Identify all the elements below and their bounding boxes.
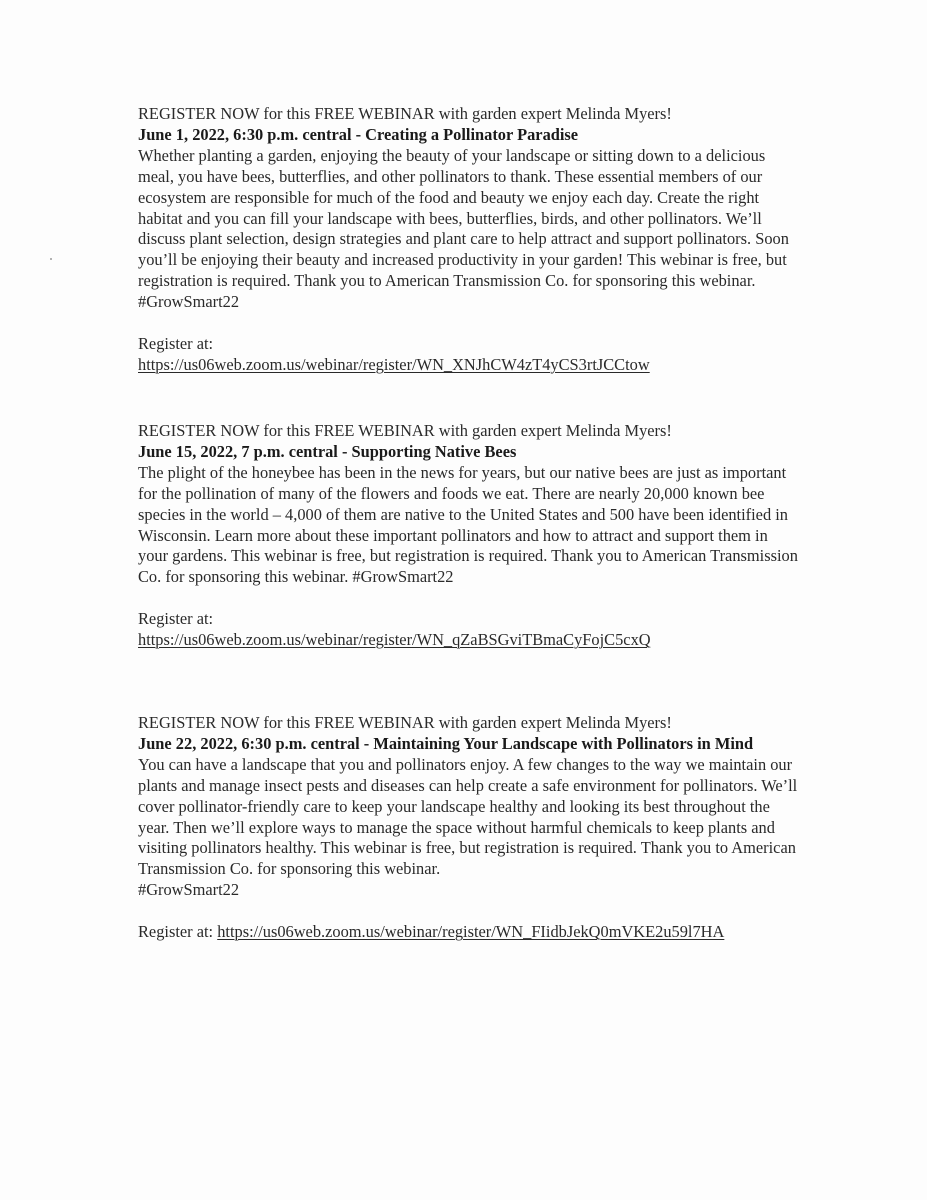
webinar-description: The plight of the honeybee has been in the news for years, but our native bees are just as important for the pollination of many of the flowers and foods we eat. There are nearly 20,000 known bee species in the world – 4,000 of them are native to the United States and 500 have been identified in Wisconsin. Learn more about these important pollinators and how to attract and support them in your gardens. This webinar is free, but registration is required. Thank you to American Transmission Co. for sponsoring this webinar. #GrowSmart22 <box>138 462 798 587</box>
spacer <box>138 588 798 609</box>
register-link[interactable]: https://us06web.zoom.us/webinar/register/WN_XNJhCW4zT4yCS3rtJCCtow <box>138 354 650 374</box>
webinar-announcement-1 <box>138 104 798 376</box>
register-link[interactable]: https://us06web.zoom.us/webinar/register/WN_FIidbJekQ0mVKE2u59l7HA <box>217 922 725 942</box>
register-label: Register at: <box>138 333 214 353</box>
webinar-announcement-2 <box>138 421 798 651</box>
register-label: Register at: <box>138 922 214 942</box>
scan-speck <box>50 258 52 260</box>
webinar-heading: June 15, 2022, 7 p.m. central - Supporting Native Bees <box>138 441 517 461</box>
register-link[interactable]: https://us06web.zoom.us/webinar/register/WN_qZaBSGviTBmaCyFojC5cxQ <box>138 630 651 650</box>
register-line <box>138 922 798 943</box>
webinar-hashtag: #GrowSmart22 <box>138 880 240 900</box>
webinar-heading: June 22, 2022, 6:30 p.m. central - Maintaining Your Landscape with Pollinators in Mind <box>138 733 754 753</box>
webinar-intro: REGISTER NOW for this FREE WEBINAR with garden expert Melinda Myers! <box>138 104 672 123</box>
webinar-intro: REGISTER NOW for this FREE WEBINAR with garden expert Melinda Myers! <box>138 713 672 732</box>
webinar-intro: REGISTER NOW for this FREE WEBINAR with garden expert Melinda Myers! <box>138 421 672 440</box>
webinar-description: Whether planting a garden, enjoying the beauty of your landscape or sitting down to a delicious meal, you have bees, butterflies, and other pollinators to thank. These essential members of our ecosystem are responsible for much of the food and beauty we enjoy each day. Create the right habitat and you can fill your landscape with bees, butterflies, birds, and other pollinators. We’ll discuss plant selection, design strategies and plant care to help attract and support pollinators. Soon you’ll be enjoying their beauty and increased productivity in your garden! This webinar is free, but registration is required. Thank you to American Transmission Co. for sponsoring this webinar. #GrowSmart22 <box>138 145 789 312</box>
spacer <box>138 901 798 922</box>
spacer <box>138 313 798 334</box>
webinar-description: You can have a landscape that you and pollinators enjoy. A few changes to the way we maintain our plants and manage insect pests and diseases can help create a safe environment for pollinators. We’ll cover pollinator-friendly care to keep your landscape healthy and looking its best throughout the year. Then we’ll explore ways to manage the space without harmful chemicals to keep plants and visiting pollinators healthy. This webinar is free, but registration is required. Thank you to American Transmission Co. for sponsoring this webinar. <box>138 754 798 879</box>
webinar-heading: June 1, 2022, 6:30 p.m. central - Creating a Pollinator Paradise <box>138 124 579 144</box>
webinar-announcement-3 <box>138 713 798 943</box>
register-label: Register at: <box>138 609 214 629</box>
